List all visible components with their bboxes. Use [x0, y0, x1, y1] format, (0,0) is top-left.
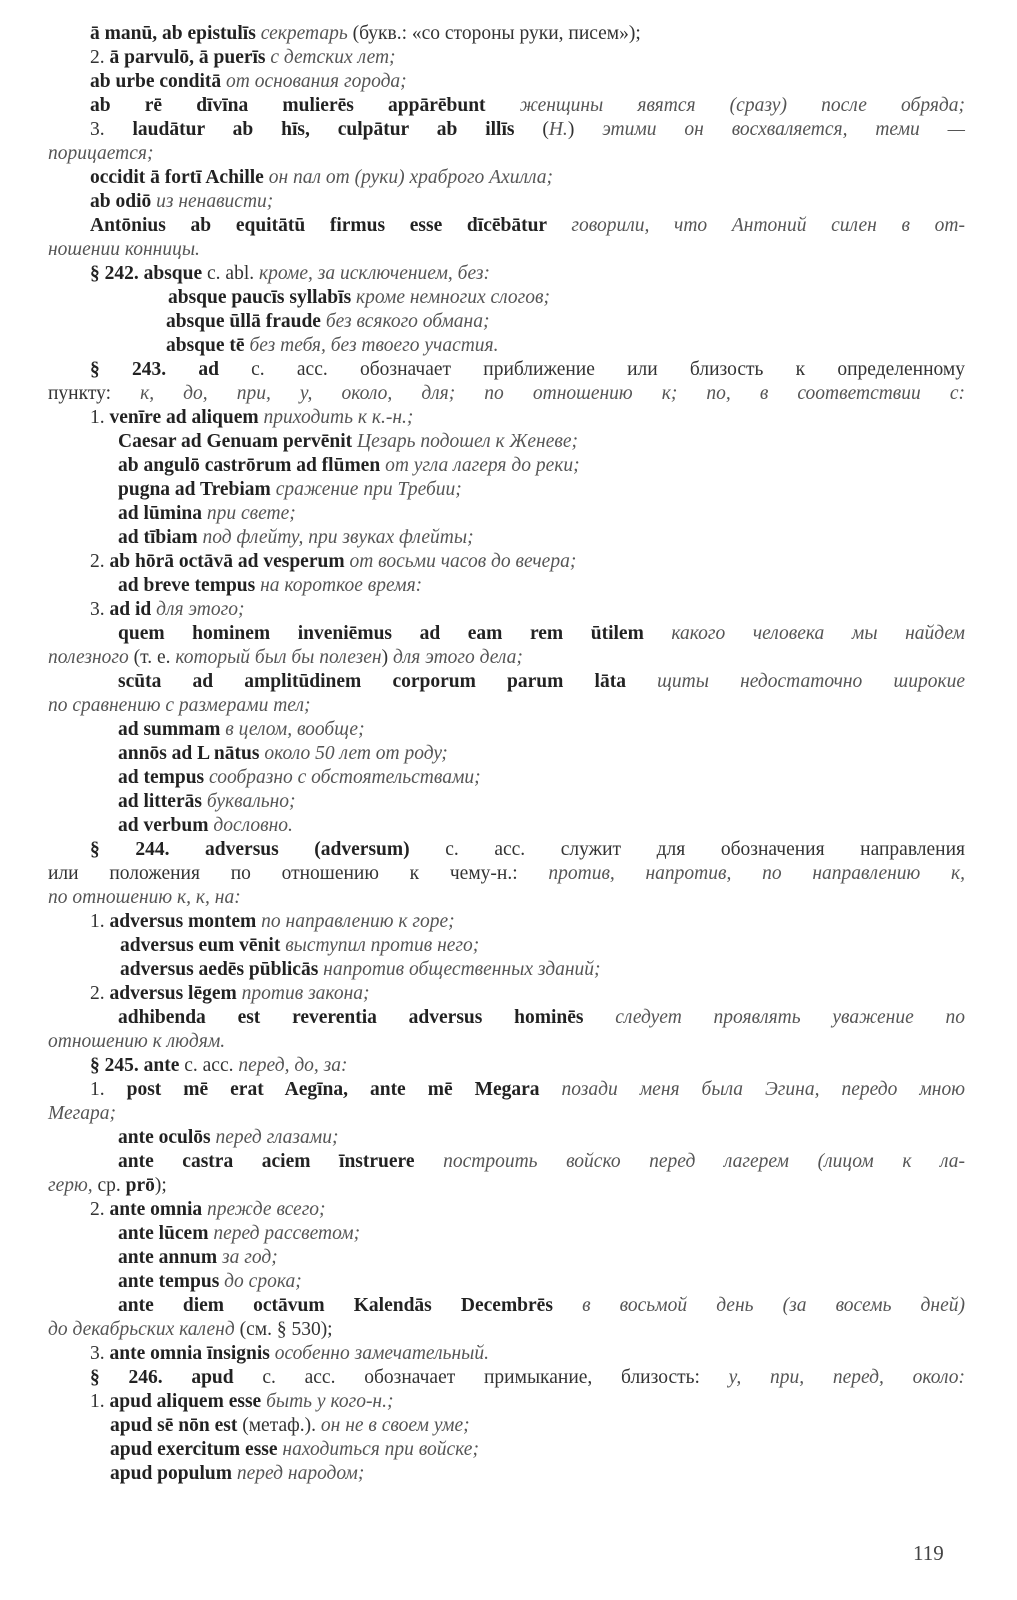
translation: перед народом;	[236, 1463, 365, 1484]
text-line	[48, 454, 965, 478]
text-line	[48, 1150, 965, 1174]
translation: у, при, перед, около:	[728, 1367, 965, 1388]
latin-term: absque tē	[166, 335, 250, 356]
translation: против, напротив, по направлению к,	[548, 863, 965, 884]
text-line	[48, 1318, 965, 1342]
latin-term: absque paucīs syllabīs	[168, 287, 357, 308]
text-line	[48, 502, 965, 526]
latin-term: adversus aedēs pūblicās	[120, 959, 324, 980]
text-line	[48, 166, 965, 190]
text-line	[48, 238, 965, 262]
page-number: 119	[913, 1541, 944, 1565]
text-line	[48, 1054, 965, 1078]
text-line	[48, 1414, 965, 1438]
text-line	[48, 430, 965, 454]
latin-term: ad lūmina	[118, 503, 207, 524]
translation: он не в своем уме;	[320, 1415, 470, 1436]
text-line	[48, 622, 965, 646]
translation: с детских лет;	[270, 47, 396, 68]
plain-text: c. acc.	[184, 1055, 239, 1076]
text-line	[48, 1006, 965, 1030]
translation: до срока;	[224, 1271, 302, 1292]
text-line	[48, 310, 965, 334]
plain-text: c. acc. обозначает приближение или близость к определенному	[251, 359, 965, 380]
translation: по сравнению с размерами тел;	[48, 695, 311, 716]
latin-term: apud exercitum esse	[110, 1439, 283, 1460]
latin-term: ante diem octāvum Kalendās Decembrēs	[118, 1295, 583, 1316]
text-line	[48, 286, 965, 310]
translation: без всякого обмана;	[325, 311, 490, 332]
translation: кроме, за исключением, без:	[259, 263, 490, 284]
translation: против закона;	[241, 983, 370, 1004]
plain-text: 2.	[90, 47, 110, 68]
translation: отношению к людям.	[48, 1031, 226, 1052]
plain-text: 2.	[90, 551, 110, 572]
translation: какого человека мы найдем	[671, 623, 965, 644]
latin-term: ā parvulō, ā puerīs	[109, 47, 271, 68]
text-line	[48, 334, 965, 358]
translation: женщины явятся (сразу) после обряда;	[519, 95, 966, 116]
translation: особенно замечательный.	[274, 1343, 489, 1364]
text-line	[48, 118, 965, 142]
plain-text: c. acc. служит для обозначения направления	[445, 839, 965, 860]
text-line	[48, 1198, 965, 1222]
plain-text: (см. § 530);	[239, 1319, 333, 1340]
text-line	[48, 694, 965, 718]
text-line	[48, 1438, 965, 1462]
translation: ношении конницы.	[48, 239, 200, 260]
latin-term: § 245. ante	[90, 1055, 185, 1076]
latin-term: Antōnius ab equitātū firmus esse dīcēbātur	[90, 215, 572, 236]
translation: около 50 лет от роду;	[264, 743, 448, 764]
text-line	[48, 22, 965, 46]
latin-term: apud sē nōn est	[110, 1415, 243, 1436]
plain-text: 3.	[90, 1343, 110, 1364]
latin-term: ab angulō castrōrum ad flūmen	[118, 455, 386, 476]
translation: при свете;	[206, 503, 296, 524]
latin-term: § 246. apud	[90, 1367, 263, 1388]
translation: по отношению к, к, на:	[48, 887, 241, 908]
latin-term: apud aliquem esse	[109, 1391, 267, 1412]
translation: порицается;	[48, 143, 154, 164]
latin-term: ad tempus	[118, 767, 210, 788]
text-line	[48, 1270, 965, 1294]
translation: буквально;	[206, 791, 296, 812]
translation: говорили, что Антоний силен в от-	[571, 215, 965, 236]
latin-term: ā manū, ab epistulīs	[90, 23, 261, 44]
translation: сражение при Требии;	[275, 479, 462, 500]
latin-term: ad litterās	[118, 791, 207, 812]
translation: в целом, вообще;	[225, 719, 365, 740]
translation: H.	[548, 119, 568, 140]
text-line	[48, 574, 965, 598]
latin-term: ante tempus	[118, 1271, 225, 1292]
latin-term: annōs ad L nātus	[118, 743, 265, 764]
latin-term: adhibenda est reverentia adversus hominēs	[118, 1007, 616, 1028]
text-line	[48, 766, 965, 790]
plain-text: 2.	[90, 983, 110, 1004]
plain-text: (т. е.	[133, 647, 176, 668]
text-line	[48, 982, 965, 1006]
latin-term: pugna ad Trebiam	[118, 479, 276, 500]
translation: полезного	[48, 647, 134, 668]
text-line	[48, 1126, 965, 1150]
translation: перед глазами;	[215, 1127, 339, 1148]
latin-term: ante annum	[118, 1247, 223, 1268]
text-line	[48, 934, 965, 958]
latin-term: ante omnia	[109, 1199, 207, 1220]
text-line	[48, 406, 965, 430]
text-line	[48, 1294, 965, 1318]
latin-term: venīre ad aliquem	[109, 407, 264, 428]
translation: щиты недостаточно широкие	[657, 671, 965, 692]
text-line	[48, 526, 965, 550]
translation: который был бы полезен	[175, 647, 382, 668]
latin-term: ante omnia īnsignis	[109, 1343, 275, 1364]
translation: он пал от (руки) храброго Ахилла;	[268, 167, 553, 188]
latin-term: Caesar ad Genuam pervēnit	[118, 431, 358, 452]
text-line	[48, 190, 965, 214]
plain-text: или положения по отношению к чему-н.:	[48, 863, 549, 884]
text-line	[48, 478, 965, 502]
latin-term: ante lūcem	[118, 1223, 214, 1244]
text-line	[48, 70, 965, 94]
translation: от угла лагеря до реки;	[385, 455, 580, 476]
text-line	[48, 958, 965, 982]
text-line	[48, 814, 965, 838]
latin-term: absque ūllā fraude	[166, 311, 326, 332]
text-line	[48, 1174, 965, 1198]
text-line	[48, 886, 965, 910]
text-line	[48, 382, 965, 406]
translation: секретарь	[260, 23, 348, 44]
plain-text: (	[542, 119, 549, 140]
text-line	[48, 94, 965, 118]
plain-text: 3.	[90, 119, 133, 140]
plain-text: );	[154, 1175, 167, 1196]
latin-term: ab urbe conditā	[90, 71, 226, 92]
latin-term: § 243. ad	[90, 359, 252, 380]
latin-term: apud populum	[110, 1463, 237, 1484]
plain-text: c. abl.	[207, 263, 260, 284]
translation: перед рассветом;	[213, 1223, 361, 1244]
latin-term: quem hominem inveniēmus ad eam rem ūtilem	[118, 623, 672, 644]
plain-text: )	[567, 119, 603, 140]
latin-term: laudātur ab hīs, culpātur ab illīs	[132, 119, 543, 140]
plain-text: c. acc. обозначает примыкание, близость:	[262, 1367, 729, 1388]
latin-term: post mē erat Aegīna, ante mē Megara	[126, 1079, 562, 1100]
latin-term: ad summam	[118, 719, 226, 740]
plain-text: 1.	[90, 407, 110, 428]
text-line	[48, 838, 965, 862]
latin-term: occidit ā fortī Achille	[90, 167, 269, 188]
plain-text: 3.	[90, 599, 110, 620]
latin-term: § 244. adversus (adversum)	[90, 839, 446, 860]
translation: без тебя, без твоего участия.	[249, 335, 499, 356]
translation: Мегара;	[48, 1103, 116, 1124]
translation: в восьмой день (за восемь дней)	[582, 1295, 965, 1316]
text-line	[48, 1102, 965, 1126]
plain-text: 1.	[90, 1079, 127, 1100]
translation: дословно.	[213, 815, 293, 836]
text-line	[48, 1222, 965, 1246]
translation: сообразно с обстоятельствами;	[209, 767, 481, 788]
plain-text: (метаф.).	[242, 1415, 321, 1436]
text-line	[48, 46, 965, 70]
translation: на короткое время:	[260, 575, 423, 596]
plain-text: )	[381, 647, 393, 668]
text-line	[48, 1390, 965, 1414]
translation: напротив общественных зданий;	[323, 959, 601, 980]
latin-term: § 242. absque	[90, 263, 208, 284]
plain-text: 1.	[90, 1391, 110, 1412]
plain-text: ср.	[97, 1175, 126, 1196]
translation: приходить к к.-н.;	[263, 407, 414, 428]
text-line	[48, 1030, 965, 1054]
translation: по направлению к горе;	[261, 911, 455, 932]
translation: от восьми часов до вечера;	[349, 551, 577, 572]
text-line	[48, 862, 965, 886]
text-line	[48, 1246, 965, 1270]
translation: для этого дела;	[392, 647, 523, 668]
text-line	[48, 1462, 965, 1486]
plain-text: 1.	[90, 911, 110, 932]
translation: Цезарь подошел к Женеве;	[357, 431, 578, 452]
text-line	[48, 1078, 965, 1102]
text-line	[48, 910, 965, 934]
text-line	[48, 214, 965, 238]
plain-text: (букв.: «со стороны руки, писем»);	[347, 23, 641, 44]
plain-text: пункту:	[48, 383, 141, 404]
translation: находиться при войске;	[282, 1439, 479, 1460]
latin-term: ad breve tempus	[118, 575, 261, 596]
translation: для этого;	[156, 599, 245, 620]
latin-term: ante oculōs	[118, 1127, 216, 1148]
translation: из ненависти;	[156, 191, 274, 212]
latin-term: adversus lēgem	[109, 983, 242, 1004]
text-line	[48, 742, 965, 766]
text-line	[48, 550, 965, 574]
translation: за год;	[222, 1247, 278, 1268]
latin-term: ab rē dīvīna mulierēs appārēbunt	[90, 95, 520, 116]
text-line	[48, 262, 965, 286]
text-line	[48, 1342, 965, 1366]
latin-term: ad tībiam	[118, 527, 203, 548]
translation: прежде всего;	[207, 1199, 326, 1220]
translation: позади меня была Эгина, передо мною	[561, 1079, 965, 1100]
translation: герю,	[48, 1175, 98, 1196]
translation: кроме немногих слогов;	[356, 287, 550, 308]
translation: под флейту, при звуках флейты;	[202, 527, 474, 548]
latin-term: ad id	[109, 599, 157, 620]
text-line	[48, 1366, 965, 1390]
text-line	[48, 718, 965, 742]
text-line	[48, 598, 965, 622]
translation: быть у кого-н.;	[266, 1391, 394, 1412]
translation: следует проявлять уважение по	[615, 1007, 965, 1028]
text-line	[48, 790, 965, 814]
text-line	[48, 646, 965, 670]
latin-term: ab odiō	[90, 191, 157, 212]
plain-text: 2.	[90, 1199, 110, 1220]
translation: выступил против него;	[285, 935, 480, 956]
text-line	[48, 670, 965, 694]
translation: построить войско перед лагерем (лицом к ла-	[443, 1151, 965, 1172]
translation: до декабрьских календ	[48, 1319, 240, 1340]
translation: от основания города;	[225, 71, 407, 92]
latin-term: ab hōrā octāvā ad vesperum	[109, 551, 350, 572]
latin-term: ante castra aciem īnstruere	[118, 1151, 444, 1172]
latin-term: adversus eum vēnit	[120, 935, 286, 956]
text-line	[48, 142, 965, 166]
latin-term: prō	[125, 1175, 155, 1196]
translation: этими он восхваляется, теми —	[602, 119, 965, 140]
latin-term: adversus montem	[109, 911, 262, 932]
translation: к, до, при, у, около, для; по отношению к; по, в соответствии с:	[140, 383, 965, 404]
latin-term: scūta ad amplitūdinem corporum parum lāta	[118, 671, 658, 692]
translation: перед, до, за:	[238, 1055, 348, 1076]
text-line	[48, 358, 965, 382]
latin-term: ad verbum	[118, 815, 214, 836]
